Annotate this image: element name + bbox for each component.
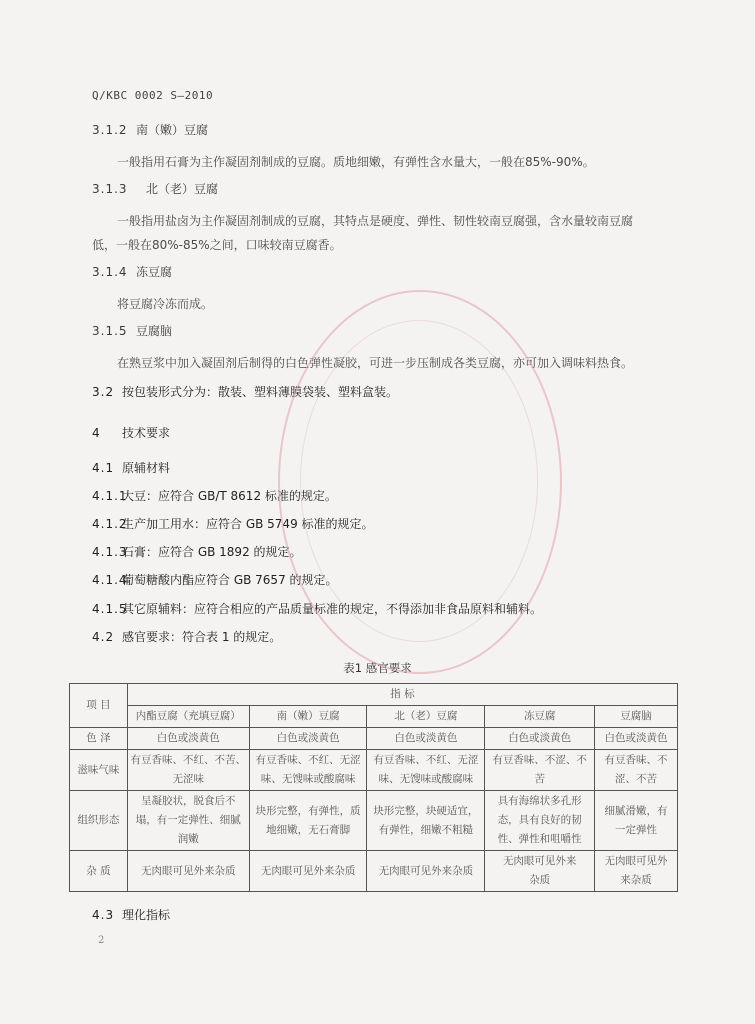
cell-line: 无肉眼可见外来杂质 [260, 864, 356, 877]
section-title: 理化指标 [122, 908, 171, 922]
table-cell: 白色或淡黄色 [485, 728, 595, 750]
section-number: 4.2 [92, 630, 115, 644]
table-cell [367, 750, 485, 791]
cell-line: 有豆香味、不红、无涩 [373, 754, 479, 766]
table-cell [595, 791, 678, 851]
cell-line: 呈凝胶状，脱食后不 [141, 795, 236, 807]
section-4-1-4 [92, 571, 338, 588]
cell-line: 态，具有良好的韧 [497, 814, 582, 826]
cell-line: 块形完整，有弹性，质 [255, 804, 361, 817]
section-title: 石膏：应符合 GB 1892 的规定。 [122, 545, 302, 559]
row-label: 色 泽 [70, 728, 128, 750]
table-cell [595, 851, 678, 892]
column-header: 冻豆腐 [485, 706, 595, 728]
cell-line: 无肉眼可见外来杂质 [141, 864, 236, 877]
document-header: Q/KBC 0002 S—2010 [92, 89, 214, 102]
table-row [70, 851, 678, 892]
cell-line: 有豆香味、不红、不苦、 [130, 754, 247, 766]
section-number: 3.1.5 [92, 324, 128, 338]
sensory-requirements-table [69, 683, 678, 892]
cell-line: 无肉眼可见外 [604, 855, 668, 867]
section-title: 按包装形式分为：散装、塑料薄膜袋装、塑料盒装。 [122, 385, 399, 399]
cell-line: 塌，有一定弹性、细腻 [135, 814, 241, 826]
cell-line: 无肉眼可见外来 [502, 855, 577, 867]
cell-line: 味、无馊味或酸腐味 [378, 773, 474, 785]
table-cell [367, 851, 485, 892]
section-title: 其它原辅料：应符合相应的产品质量标准的规定，不得添加非食品原料和辅料。 [122, 602, 543, 616]
table-cell [127, 791, 249, 851]
table-cell: 白色或淡黄色 [367, 728, 485, 750]
cell-line: 具有海绵状多孔形 [497, 795, 582, 807]
section-title: 大豆：应符合 GB/T 8612 标准的规定。 [122, 489, 337, 503]
section-title: 生产加工用水：应符合 GB 5749 标准的规定。 [122, 517, 374, 531]
cell-line: 细腻滑嫩，有 [604, 804, 668, 817]
section-title: 技术要求 [122, 426, 171, 440]
section-4-2 [92, 628, 281, 645]
table-header-row [70, 684, 678, 706]
row-label: 组织形态 [70, 791, 128, 851]
paragraph: 一般指用石膏为主作凝固剂制成的豆腐。质地细嫩，有弹性含水量大，一般在85%-90%。 [117, 155, 595, 169]
item-header: 项 目 [70, 684, 128, 728]
table-cell [485, 750, 595, 791]
section-title: 冻豆腐 [136, 265, 173, 279]
cell-line: 来杂质 [620, 874, 652, 886]
column-header: 内酯豆腐（充填豆腐） [127, 706, 249, 728]
cell-line: 杂质 [529, 874, 551, 886]
section-title: 北（老）豆腐 [146, 182, 219, 196]
section-4-1-2 [92, 515, 374, 532]
row-label: 滋味气味 [70, 750, 128, 791]
section-3-1-4 [92, 263, 172, 280]
cell-line: 苦 [534, 773, 545, 785]
section-number: 3.1.3 [92, 182, 128, 196]
table-caption: 表1 感官要求 [343, 661, 412, 675]
section-number: 4.1.4 [92, 573, 128, 587]
cell-line: 涩、不苦 [615, 773, 658, 785]
section-number: 4.1.5 [92, 602, 128, 616]
section-4-1-5 [92, 600, 542, 617]
column-header: 南（嫩）豆腐 [249, 706, 367, 728]
section-4-3 [92, 906, 170, 923]
cell-line: 有豆香味、不 [604, 754, 668, 766]
table-cell [127, 851, 249, 892]
section-title: 豆腐脑 [136, 324, 173, 338]
section-3-1-5 [92, 322, 172, 339]
row-label: 杂 质 [70, 851, 128, 892]
section-title: 南（嫩）豆腐 [136, 123, 209, 137]
section-3-2 [92, 383, 398, 400]
table-cell [595, 750, 678, 791]
section-4-1-1 [92, 487, 337, 504]
table-row [70, 791, 678, 851]
column-header: 北（老）豆腐 [367, 706, 485, 728]
section-4-1 [92, 459, 170, 476]
cell-line: 无涩味 [172, 773, 205, 785]
section-title: 原辅材料 [122, 461, 171, 475]
paragraph-continued: 低，一般在80%-85%之间，口味较南豆腐香。 [92, 238, 342, 252]
table-cell [367, 791, 485, 851]
table-cell: 白色或淡黄色 [127, 728, 249, 750]
table-cell [249, 791, 367, 851]
table-cell [249, 750, 367, 791]
table-cell [249, 851, 367, 892]
paragraph: 在熟豆浆中加入凝固剂后制得的白色弹性凝胶，可进一步压制成各类豆腐，亦可加入调味料热食。 [117, 356, 634, 370]
cell-line: 地细嫩，无石膏脚 [266, 823, 351, 836]
cell-line: 有弹性，细嫩不粗糙 [378, 823, 474, 836]
table-row [70, 750, 678, 791]
section-number: 4.1.2 [92, 517, 128, 531]
table-row [70, 728, 678, 750]
table-cell [485, 851, 595, 892]
cell-line: 无肉眼可见外来杂质 [378, 864, 474, 877]
indicator-header: 指 标 [127, 684, 677, 706]
table-cell [127, 750, 249, 791]
table-cell [485, 791, 595, 851]
section-number: 4.1 [92, 461, 115, 475]
paragraph: 一般指用盐卤为主作凝固剂制成的豆腐，其特点是硬度、弹性、韧性较南豆腐强，含水量较南豆腐 [117, 214, 634, 228]
cell-line: 一定弹性 [615, 823, 658, 836]
page-number: 2 [98, 935, 105, 946]
section-3-1-2 [92, 121, 208, 138]
section-4-1-3 [92, 543, 302, 560]
section-number: 4.3 [92, 908, 115, 922]
table-column-row [70, 706, 678, 728]
table-cell: 白色或淡黄色 [595, 728, 678, 750]
cell-line: 味、无馊味或酸腐味 [260, 773, 356, 785]
cell-line: 润嫩 [177, 833, 199, 845]
section-number: 3.2 [92, 385, 115, 399]
section-number: 3.1.2 [92, 123, 128, 137]
column-header: 豆腐脑 [595, 706, 678, 728]
section-4 [92, 424, 170, 441]
cell-line: 有豆香味、不涩、不 [492, 754, 587, 766]
section-number: 3.1.4 [92, 265, 128, 279]
section-number: 4.1.3 [92, 545, 128, 559]
section-3-1-3 [92, 180, 218, 197]
cell-line: 块形完整，块硬适宜， [373, 804, 479, 817]
section-number: 4.1.1 [92, 489, 128, 503]
cell-line: 有豆香味、不红、无涩 [255, 754, 361, 766]
section-number: 4 [92, 426, 101, 440]
cell-line: 性、弹性和咀嚼性 [497, 833, 582, 845]
section-title: 感官要求：符合表 1 的规定。 [122, 630, 282, 644]
section-title: 葡萄糖酸内酯应符合 GB 7657 的规定。 [122, 573, 338, 587]
paragraph: 将豆腐冷冻而成。 [117, 297, 214, 311]
table-cell: 白色或淡黄色 [249, 728, 367, 750]
